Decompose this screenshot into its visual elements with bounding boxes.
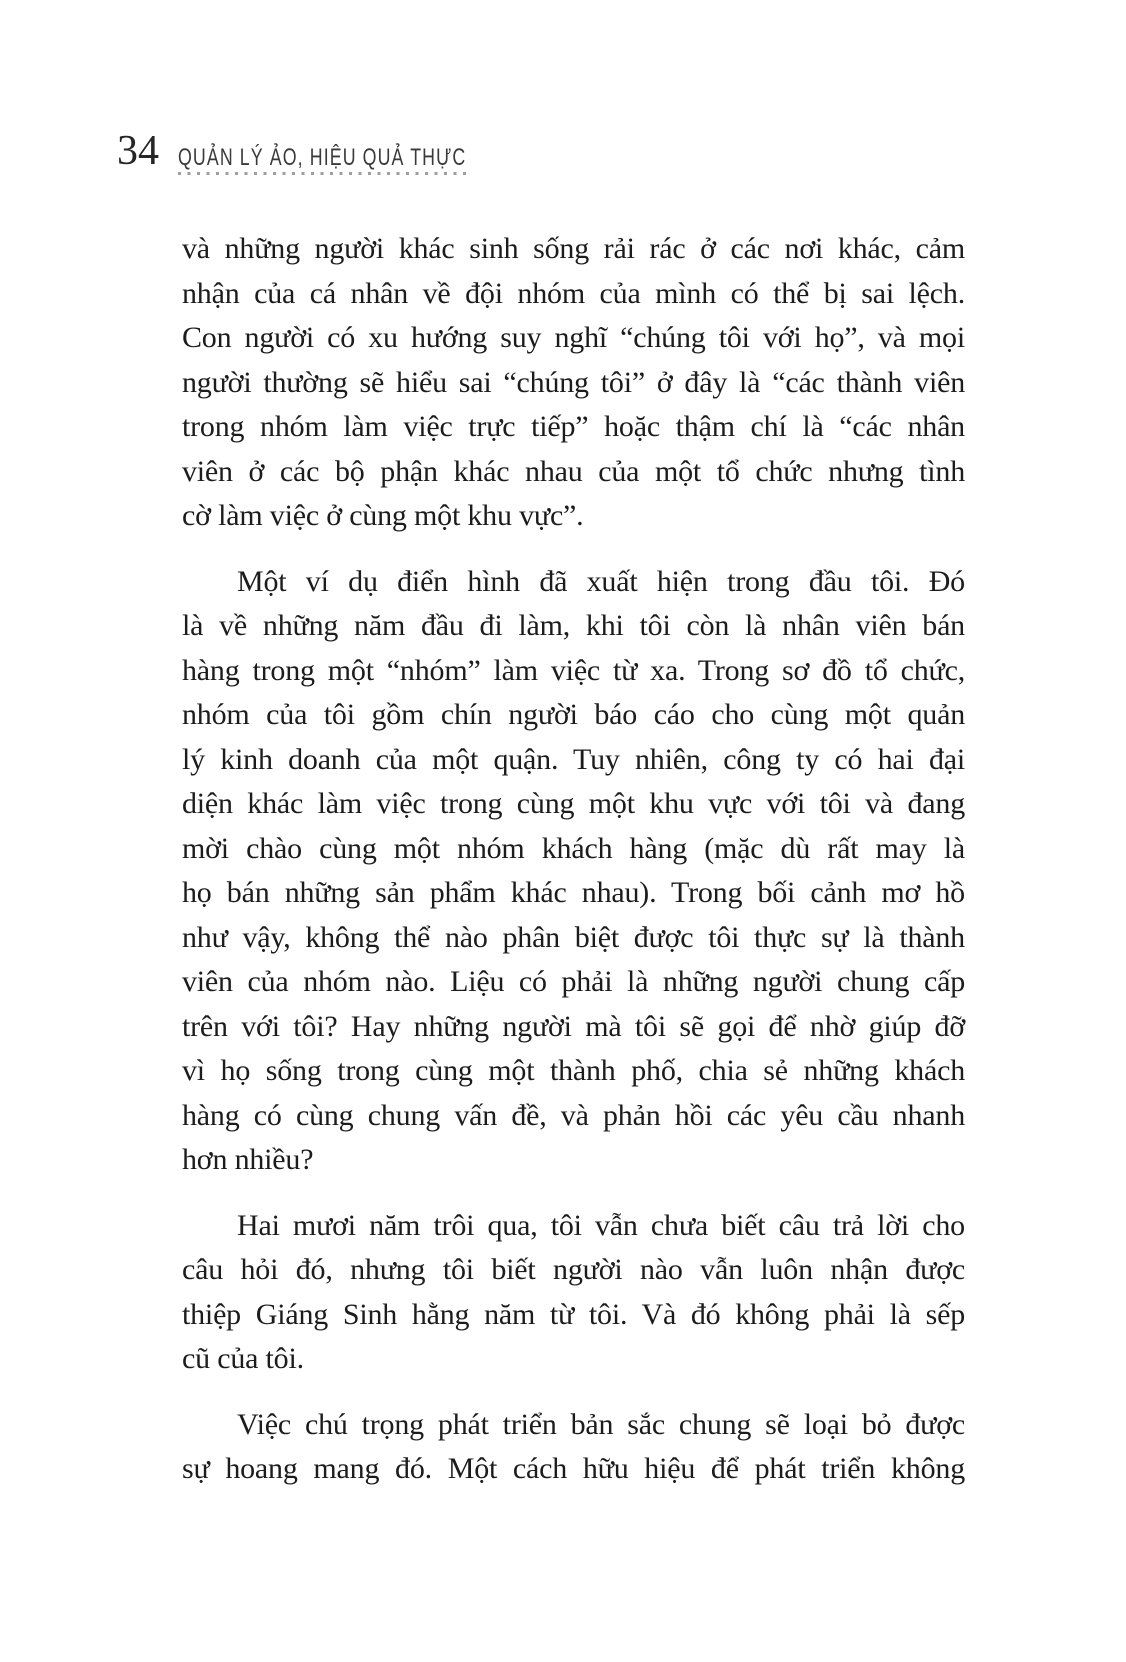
paragraph [182, 560, 965, 1183]
text-line: lý kinh doanh của một quận. Tuy nhiên, công ty có hai đại [182, 742, 965, 776]
text-line: Con người có xu hướng suy nghĩ “chúng tôi với họ”, và mọi [182, 321, 965, 354]
text-line: vì họ sống trong cùng một thành phố, chia sẻ những khách [182, 1054, 965, 1087]
text-line: như vậy, không thể nào phân biệt được tôi thực sự là thành [182, 920, 965, 954]
text-line: hơn nhiều? [182, 1143, 314, 1176]
text-line: câu hỏi đó, nhưng tôi biết người nào vẫn luôn nhận được [182, 1253, 965, 1286]
text-line: họ bán những sản phẩm khác nhau). Trong bối cảnh mơ hồ [182, 876, 965, 909]
text-line: Một ví dụ điển hình đã xuất hiện trong đầu tôi. Đó [237, 564, 965, 598]
text-line: hàng có cùng chung vấn đề, và phản hồi các yêu cầu nhanh [182, 1098, 965, 1132]
paragraph [182, 1204, 965, 1382]
body-text [182, 227, 965, 1492]
text-line: người thường sẽ hiểu sai “chúng tôi” ở đây là “các thành viên [182, 365, 965, 399]
page-number: 34 [117, 128, 159, 174]
text-line: trong nhóm làm việc trực tiếp” hoặc thậm chí là “các nhân [182, 410, 965, 443]
text-line: hàng trong một “nhóm” làm việc từ xa. Trong sơ đồ tổ chức, [182, 653, 965, 687]
paragraph [182, 1403, 965, 1492]
text-line: trên với tôi? Hay những người mà tôi sẽ gọi để nhờ giúp đỡ [182, 1009, 965, 1043]
text-line: Hai mươi năm trôi qua, tôi vẫn chưa biết câu trả lời cho [237, 1208, 965, 1242]
text-line: diện khác làm việc trong cùng một khu vực với tôi và đang [182, 787, 965, 820]
text-line: cờ làm việc ở cùng một khu vực”. [182, 499, 584, 532]
text-line: mời chào cùng một nhóm khách hàng (mặc dù rất may là [182, 831, 965, 865]
text-line: nhóm của tôi gồm chín người báo cáo cho cùng một quản [182, 698, 965, 731]
text-line: viên ở các bộ phận khác nhau của một tổ chức nhưng tình [182, 454, 965, 488]
paragraph [182, 227, 965, 539]
text-line: nhận của cá nhân về đội nhóm của mình có thể bị sai lệch. [182, 276, 965, 310]
text-line: viên của nhóm nào. Liệu có phải là những người chung cấp [182, 965, 965, 998]
text-line: cũ của tôi. [182, 1342, 304, 1375]
text-line: là về những năm đầu đi làm, khi tôi còn là nhân viên bán [182, 609, 965, 642]
text-line: Việc chú trọng phát triển bản sắc chung sẽ loại bỏ được [237, 1407, 965, 1441]
text-line: sự hoang mang đó. Một cách hữu hiệu để phát triển không [182, 1452, 965, 1485]
text-line: và những người khác sinh sống rải rác ở các nơi khác, cảm [182, 232, 965, 265]
text-line: thiệp Giáng Sinh hằng năm từ tôi. Và đó không phải là sếp [182, 1297, 965, 1331]
dotted-rule [178, 172, 468, 175]
running-head-title: QUẢN LÝ ẢO, HIỆU QUẢ THỰC [178, 144, 467, 171]
